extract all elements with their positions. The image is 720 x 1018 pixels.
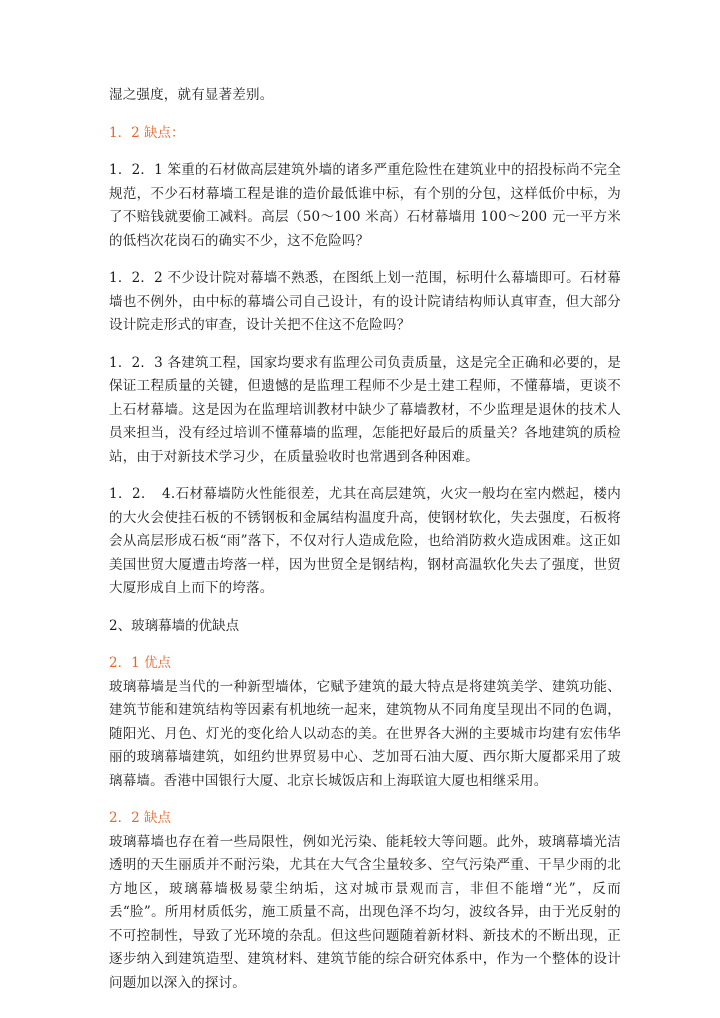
paragraph-1-2-1: 1．2．1 笨重的石材做高层建筑外墙的诸多严重危险性在建筑业中的招投标尚不完全规范，不少石材幕墙工程是谁的造价最低谁中标，有个别的分包，这样低价中标，为了不赔钱就要偷工减料。高层（50～100 米高）石材幕墙用 100～200 元一平方米的低档次花岗石的确实不少，这不危险吗？ (109, 162, 621, 249)
paragraph-1-2-4: 1．2． 4.石材幕墙防火性能很差，尤其在高层建筑，火灾一般均在室内燃起，楼内的大火会使挂石板的不锈钢板和金属结构温度升高，使钢材软化，失去强度，石板将会从高层形成石板“雨”落下，不仅对行人造成危险，也给消防救火造成困难。这正如美国世贸大厦遭击垮落一样，因为世贸全是钢结构，钢材高温软化失去了强度，世贸大厦形成自上而下的垮落。 (109, 486, 621, 596)
heading-1-2-disadvantages: 1．2 缺点： (109, 124, 185, 141)
heading-2-glass-curtain-wall: 2、玻璃幕墙的优缺点 (109, 617, 240, 634)
paragraph-2-2: 玻璃幕墙也存在着一些局限性，例如光污染、能耗较大等问题。此外，玻璃幕墙光洁透明的天生丽质并不耐污染，尤其在大气含尘量较多、空气污染严重、干旱少雨的北方地区，玻璃幕墙极易蒙尘纳垢，这对城市景观而言，非但不能增“光”，反而丢“脸”。所用材质低劣，施工质量不高，出现色泽不均匀，波纹各异，由于光反射的不可控制性，导致了光环境的杂乱。但这些问题随着新材料、新技术的不断出现，正逐步纳入到建筑造型、建筑材料、建筑节能的综合研究体系中，作为一个整体的设计问题加以深入的探讨。 (109, 833, 621, 991)
heading-2-2-disadvantages: 2．2 缺点 (109, 810, 171, 826)
paragraph-2-1: 玻璃幕墙是当代的一种新型墙体，它赋予建筑的最大特点是将建筑美学、建筑功能、建筑节能和建筑结构等因素有机地统一起来，建筑物从不同角度呈现出不同的色调，随阳光、月色、灯光的变化给人以动态的美。在世界各大洲的主要城市均建有宏伟华丽的玻璃幕墙建筑，如纽约世界贸易中心、芝加哥石油大厦、西尔斯大厦都采用了玻璃幕墙。香港中国银行大厦、北京长城饭店和上海联谊大厦也相继采用。 (109, 678, 621, 789)
heading-2-1-advantages: 2．1 优点 (109, 655, 171, 671)
paragraph-intro-tail: 湿之强度，就有显著差别。 (109, 87, 274, 103)
document-page (109, 84, 621, 995)
paragraph-1-2-2: 1．2．2 不少设计院对幕墙不熟悉，在图纸上划一范围，标明什么幕墙即可。石材幕墙也不例外，由中标的幕墙公司自己设计，有的设计院请结构师认真审查，但大部分设计院走形式的审查，设计关把不住这不危险吗？ (109, 270, 621, 333)
paragraph-1-2-3: 1．2．3 各建筑工程，国家均要求有监理公司负责质量，这是完全正确和必要的，是保证工程质量的关键，但遗憾的是监理工程师不少是土建工程师，不懂幕墙，更谈不上石材幕墙。这是因为在监理培训教材中缺少了幕墙教材，不少监理是退休的技术人员来担当，没有经过培训不懂幕墙的监理，怎能把好最后的质量关？各地建筑的质检站，由于对新技术学习少，在质量验收时也常遇到各种困难。 (109, 354, 621, 465)
